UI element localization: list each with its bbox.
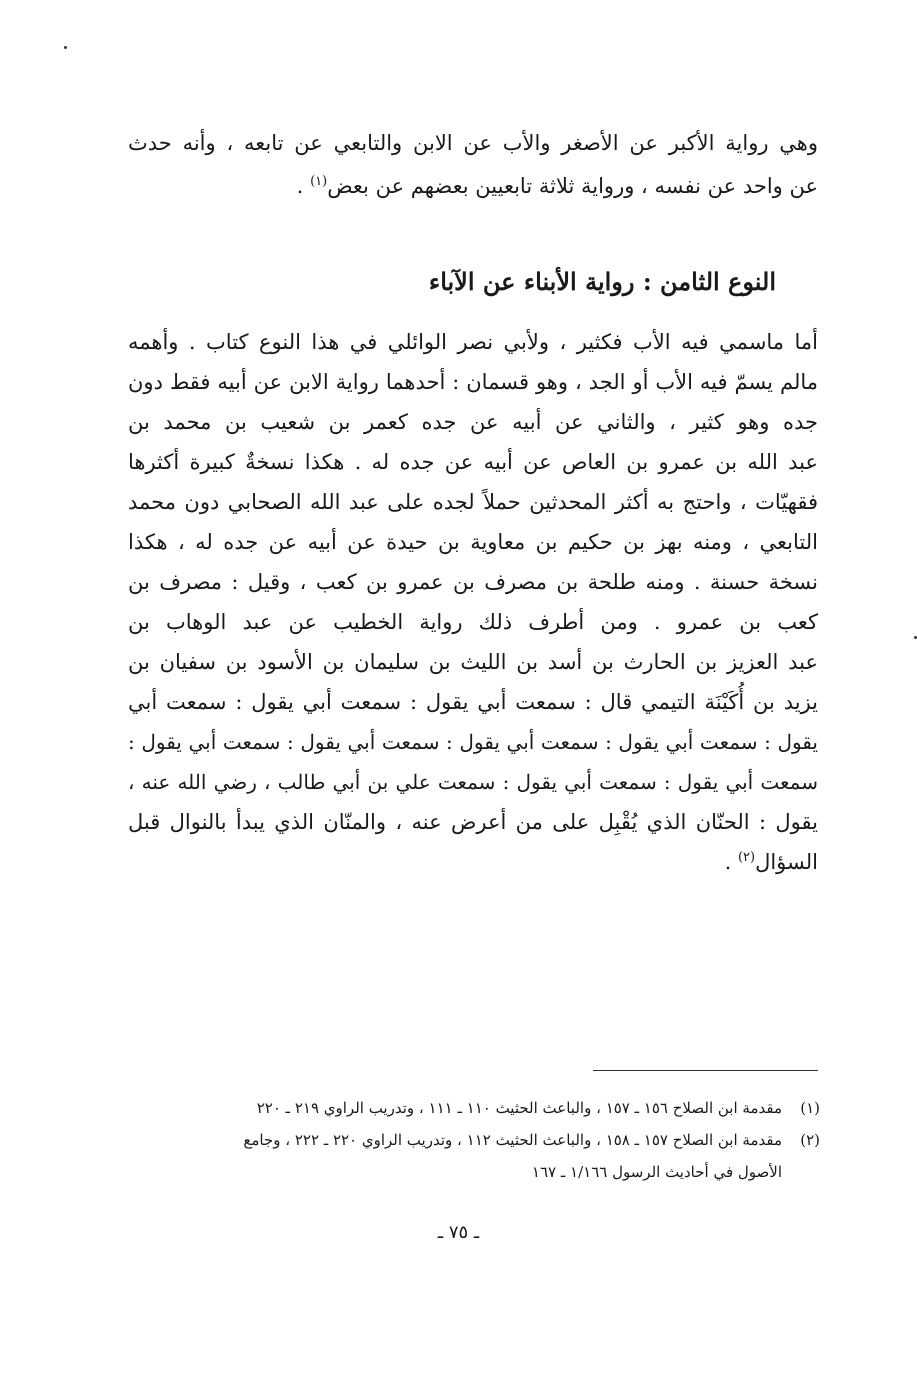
body-line: عبد العزيز بن الحارث بن أسد بن الليث بن سليمان بن الأسود بن سفيان بن <box>128 650 818 674</box>
footnote-text <box>128 1092 782 1124</box>
body-line: فقهيّات ، واحتج به أكثر المحدثين حملاً لجده على عبد الله الصحابي دون محمد <box>128 490 818 514</box>
body-line: جده وهو كثير ، والثاني عن أبيه عن جده كعمر بن شعيب بن محمد بن <box>128 410 818 434</box>
body-line: كعب بن عمرو . ومن أطرف ذلك رواية الخطيب عن عبد الوهاب بن <box>128 610 818 634</box>
body-line: التابعي ، ومنه بهز بن حكيم بن معاوية بن حيدة عن أبيه عن جده له ، هكذا <box>128 530 818 554</box>
body-paragraph <box>128 322 818 882</box>
body-line-text: السؤال <box>755 850 818 874</box>
footnote-1 <box>128 1092 820 1124</box>
footnote-2 <box>128 1124 820 1188</box>
footnote-ref-1: (١) <box>310 174 328 189</box>
scan-speck <box>64 46 67 49</box>
intro-line: وهي رواية الأكبر عن الأصغر والأب عن الابن والتابعي عن تابعه ، وأنه حدث <box>128 131 818 155</box>
body-line: أما ماسمي فيه الأب فكثير ، ولأبي نصر الوائلي في هذا النوع كتاب . وأهمه <box>128 330 818 354</box>
body-period: . <box>724 850 732 874</box>
footnote-line: مقدمة ابن الصلاح ١٥٧ ـ ١٥٨ ، والباعث الحثيث ١١٢ ، وتدريب الراوي ٢٢٠ ـ ٢٢٢ ، وجامع <box>243 1131 782 1149</box>
body-line: نسخة حسنة . ومنه طلحة بن مصرف بن عمرو بن كعب ، وقيل : مصرف بن <box>128 570 818 594</box>
footnote-line: مقدمة ابن الصلاح ١٥٦ ـ ١٥٧ ، والباعث الحثيث ١١٠ ـ ١١١ ، وتدريب الراوي ٢١٩ ـ ٢٢٠ <box>256 1099 782 1117</box>
footnote-separator <box>593 1070 818 1071</box>
body-line: مالم يسمّ فيه الأب أو الجد ، وهو قسمان : أحدهما رواية الابن عن أبيه فقط دون <box>128 370 818 394</box>
footnote-text <box>128 1124 782 1188</box>
section-heading: النوع الثامن : رواية الأبناء عن الآباء <box>428 267 776 296</box>
intro-line-text: عن واحد عن نفسه ، ورواية ثلاثة تابعيين بعضهم عن بعض <box>327 174 818 198</box>
footnotes <box>128 1092 820 1188</box>
intro-period: . <box>296 174 304 198</box>
intro-line-last <box>128 165 818 208</box>
footnote-number: (١) <box>800 1099 820 1117</box>
page-number: ـ ٧٥ ـ <box>437 1222 480 1243</box>
body-line: يقول : الحنّان الذي يُقْبِل على من أعرض عنه ، والمنّان الذي يبدأ بالنوال قبل <box>128 810 818 834</box>
intro-paragraph <box>128 122 818 208</box>
body-line: يقول : سمعت أبي يقول : سمعت أبي يقول : سمعت أبي يقول : سمعت أبي يقول : <box>128 730 818 754</box>
body-line: يزيد بن أُكَيْنَة التيمي قال : سمعت أبي يقول : سمعت أبي يقول : سمعت أبي <box>128 690 818 714</box>
footnote-line: الأصول في أحاديث الرسول ١/١٦٦ ـ ١٦٧ <box>531 1163 782 1181</box>
body-line-last <box>128 842 818 882</box>
footnote-ref-2: (٢) <box>737 850 756 865</box>
body-line: سمعت أبي يقول : سمعت أبي يقول : سمعت علي بن أبي طالب ، رضي الله عنه ، <box>128 770 818 794</box>
body-line: عبد الله بن عمرو بن العاص عن أبيه عن جده له . هكذا نسخةٌ كبيرة أكثرها <box>128 450 818 474</box>
footnote-number: (٢) <box>800 1131 820 1149</box>
